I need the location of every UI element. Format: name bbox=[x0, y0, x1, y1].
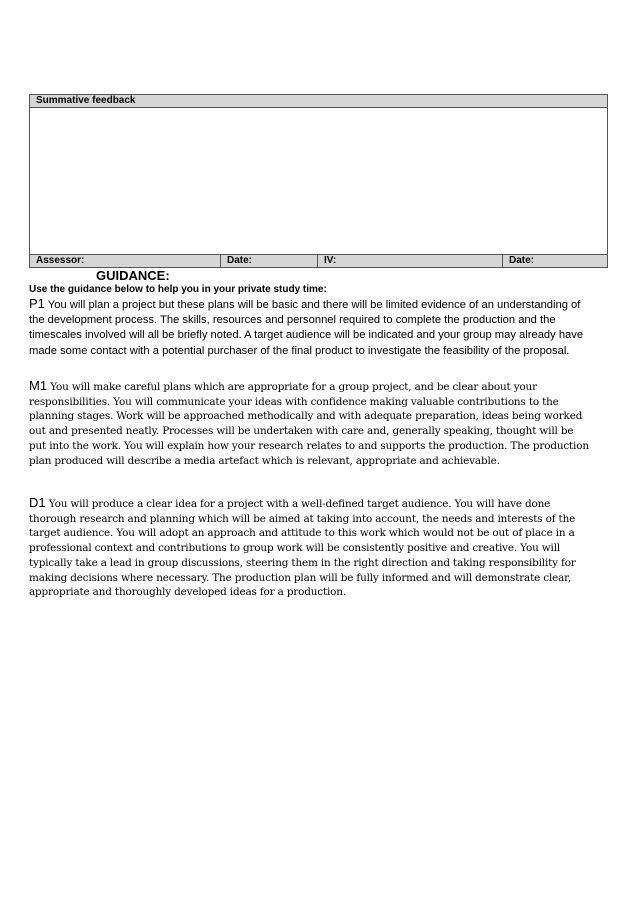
guidance-subtitle: Use the guidance below to help you in your private study time: bbox=[29, 284, 327, 295]
iv-label: IV: bbox=[317, 255, 502, 267]
m1-criteria-text: You will make careful plans which are appropriate for a group project, and be clear about your responsibilities. You will communicate your ideas with confidence making valuable contributions to the planning stages. Work will be approached methodically and with adequate preparation, ideas being worked out and presented neatly. Processes will be undertaken with care and, generally speaking, thought will be put into the work. You will explain how your research relates to and supports the production. The production plan produced will describe a media artefact which is relevant, appropriate and achievable. bbox=[29, 381, 589, 467]
assessor-label: Assessor: bbox=[36, 255, 85, 266]
p1-criteria-text: You will plan a project but these plans will be basic and there will be limited evidence of an understanding of the development process. The skills, resources and personnel required to complete the production and the timescales involved will all be briefly noted. A target audience will be indicated and your group may already have made some contact with a potential purchaser of the final product to investigate the feasibility of the proposal. bbox=[29, 299, 584, 357]
assessor-date-label: Date: bbox=[220, 255, 317, 267]
m1-criteria-paragraph bbox=[29, 379, 589, 468]
iv-date-label: Date: bbox=[502, 255, 608, 267]
p1-criteria-paragraph bbox=[29, 296, 589, 359]
guidance-title: GUIDANCE: bbox=[96, 268, 170, 283]
m1-grade-label: M1 bbox=[29, 378, 48, 393]
p1-grade-label: P1 bbox=[29, 296, 45, 311]
summative-feedback-header: Summative feedback bbox=[30, 95, 607, 108]
summative-feedback-box bbox=[29, 94, 608, 268]
d1-grade-label: D1 bbox=[29, 495, 46, 510]
feedback-signoff-row bbox=[30, 254, 607, 267]
d1-criteria-paragraph bbox=[29, 496, 589, 600]
d1-criteria-text: You will produce a clear idea for a project with a well-defined target audience. You will have done thorough research and planning which will be aimed at taking into account, the needs and interests of the target audience. You will adopt an approach and attitude to this work which would not be out of place in a professional context and contributions to group work will be consistently positive and creative. You will typically take a lead in group discussions, steering them in the right direction and taking responsibility for making decisions where necessary. The production plan will be fully informed and will demonstrate clear, appropriate and thoroughly developed ideas for a production. bbox=[29, 498, 576, 599]
